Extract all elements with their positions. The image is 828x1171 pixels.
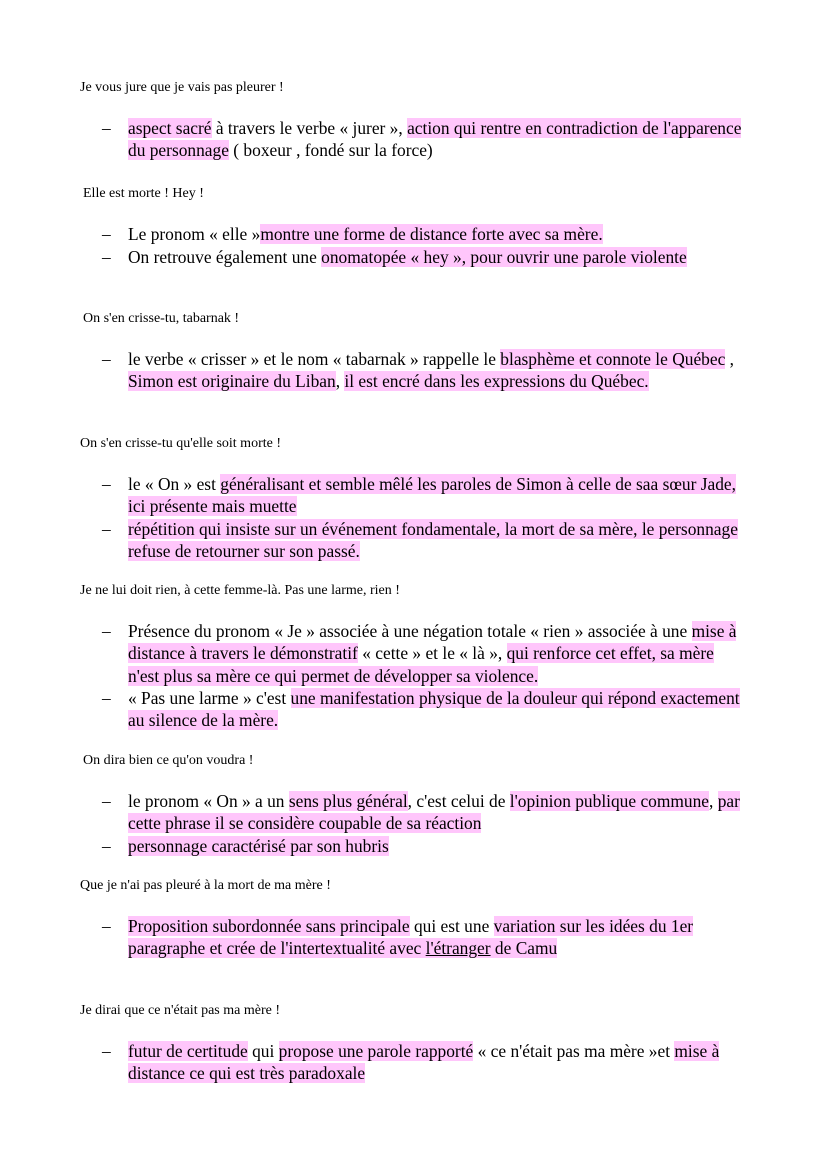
highlight-span: futur de certitude xyxy=(128,1041,248,1061)
quote-line: On dira bien ce qu'on voudra ! xyxy=(83,753,254,768)
highlight-span: qui renforce cet effet, sa mère n'est plus sa mère ce qui permet de développer sa violence. xyxy=(128,643,714,686)
highlight-span: Simon est originaire du Liban xyxy=(128,371,336,392)
text-span: , xyxy=(709,791,718,811)
bullet-item xyxy=(102,1040,748,1085)
highlight-span: il est encré dans les expressions du Québec. xyxy=(344,371,649,392)
bullet-item xyxy=(102,620,748,687)
quote-line: Elle est morte ! Hey ! xyxy=(83,186,204,201)
bullet-item xyxy=(102,223,748,245)
highlight-span: répétition qui insiste sur un événement fondamentale, la mort de sa mère, le personnage refuse de retourner sur son passé. xyxy=(128,519,738,562)
text-span: « Pas une larme » c'est xyxy=(128,688,291,708)
text-span: Présence du pronom « Je » associée à une négation totale « rien » associée à une xyxy=(128,621,692,641)
quote-line: On s'en crisse-tu qu'elle soit morte ! xyxy=(80,436,281,451)
text-span: à travers le verbe « jurer », xyxy=(211,118,408,138)
text-span: , c'est celui de xyxy=(407,791,510,811)
dash-icon: – xyxy=(102,688,111,708)
dash-icon: – xyxy=(102,836,111,856)
highlight-span: par cette phrase il se considère coupable de sa réaction xyxy=(128,791,740,834)
highlight-span: montre une forme de distance forte avec sa mère. xyxy=(260,224,603,244)
quote-line: Je ne lui doit rien, à cette femme-là. Pas une larme, rien ! xyxy=(80,583,400,598)
highlight-span: propose une parole rapporté xyxy=(278,1041,474,1061)
dash-icon: – xyxy=(102,791,111,811)
bullet-item xyxy=(102,915,748,960)
text-span: , xyxy=(725,349,735,369)
text-span: « cette » et le « là », xyxy=(357,643,507,664)
bullet-item xyxy=(102,518,748,563)
dash-icon: – xyxy=(102,118,111,138)
text-span: qui est une xyxy=(409,916,494,936)
dash-icon: – xyxy=(102,247,111,267)
text-span: , xyxy=(335,371,345,392)
bullet-item xyxy=(102,473,748,518)
text-span: ( boxeur , fondé sur la force) xyxy=(228,140,433,161)
bullet-item xyxy=(102,246,748,268)
highlight-span: Proposition subordonnée sans principale xyxy=(128,916,410,936)
highlight-span: mise à distance à travers le démonstratif xyxy=(128,621,737,664)
quote-line: Je vous jure que je vais pas pleurer ! xyxy=(80,80,284,95)
highlight-span: personnage caractérisé par son hubris xyxy=(128,836,389,856)
dash-icon: – xyxy=(102,224,111,244)
text-span: On retrouve également une xyxy=(128,247,322,267)
highlight-span: sens plus général xyxy=(288,791,408,811)
highlight-span: variation sur les idées du 1er paragraphe et crée de l'intertextualité avec xyxy=(128,916,694,959)
dash-icon: – xyxy=(102,519,111,539)
dash-icon: – xyxy=(102,1041,111,1061)
dash-icon: – xyxy=(102,349,111,369)
bullet-item xyxy=(102,687,748,732)
text-span: le pronom « On » a un xyxy=(128,791,289,811)
quote-line: Que je n'ai pas pleuré à la mort de ma mère ! xyxy=(80,878,331,893)
dash-icon: – xyxy=(102,916,111,936)
highlight-span: de Camu xyxy=(490,938,558,959)
highlight-span: mise à distance ce qui est très paradoxale xyxy=(128,1041,720,1084)
bullet-item xyxy=(102,835,748,857)
highlight-span: une manifestation physique de la douleur qui répond exactement au silence de la mère. xyxy=(128,688,740,731)
text-span: « ce n'était pas ma mère »et xyxy=(473,1041,675,1061)
text-span: le verbe « crisser » et le nom « tabarnak » rappelle le xyxy=(128,349,501,369)
text-span: Le pronom « elle » xyxy=(128,224,261,244)
bullet-item xyxy=(102,117,748,162)
bullet-item xyxy=(102,348,748,393)
highlight-span: aspect sacré xyxy=(128,118,212,138)
text-span: qui xyxy=(247,1041,279,1061)
text-span: le « On » est xyxy=(128,474,221,494)
bullet-item xyxy=(102,790,748,835)
dash-icon: – xyxy=(102,621,111,641)
book-title-link: l'étranger xyxy=(425,938,491,959)
quote-line: Je dirai que ce n'était pas ma mère ! xyxy=(80,1003,280,1018)
highlight-span: généralisant et semble mêlé les paroles de Simon à celle de saa sœur Jade, ici présente mais muette xyxy=(128,474,736,517)
quote-line: On s'en crisse-tu, tabarnak ! xyxy=(83,311,240,326)
highlight-span: l'opinion publique commune xyxy=(509,791,710,811)
highlight-span: action qui rentre en contradiction de l'apparence du personnage xyxy=(128,118,742,161)
highlight-span: blasphème et connote le Québec xyxy=(500,349,726,369)
highlight-span: onomatopée « hey », pour ouvrir une parole violente xyxy=(321,247,687,267)
dash-icon: – xyxy=(102,474,111,494)
